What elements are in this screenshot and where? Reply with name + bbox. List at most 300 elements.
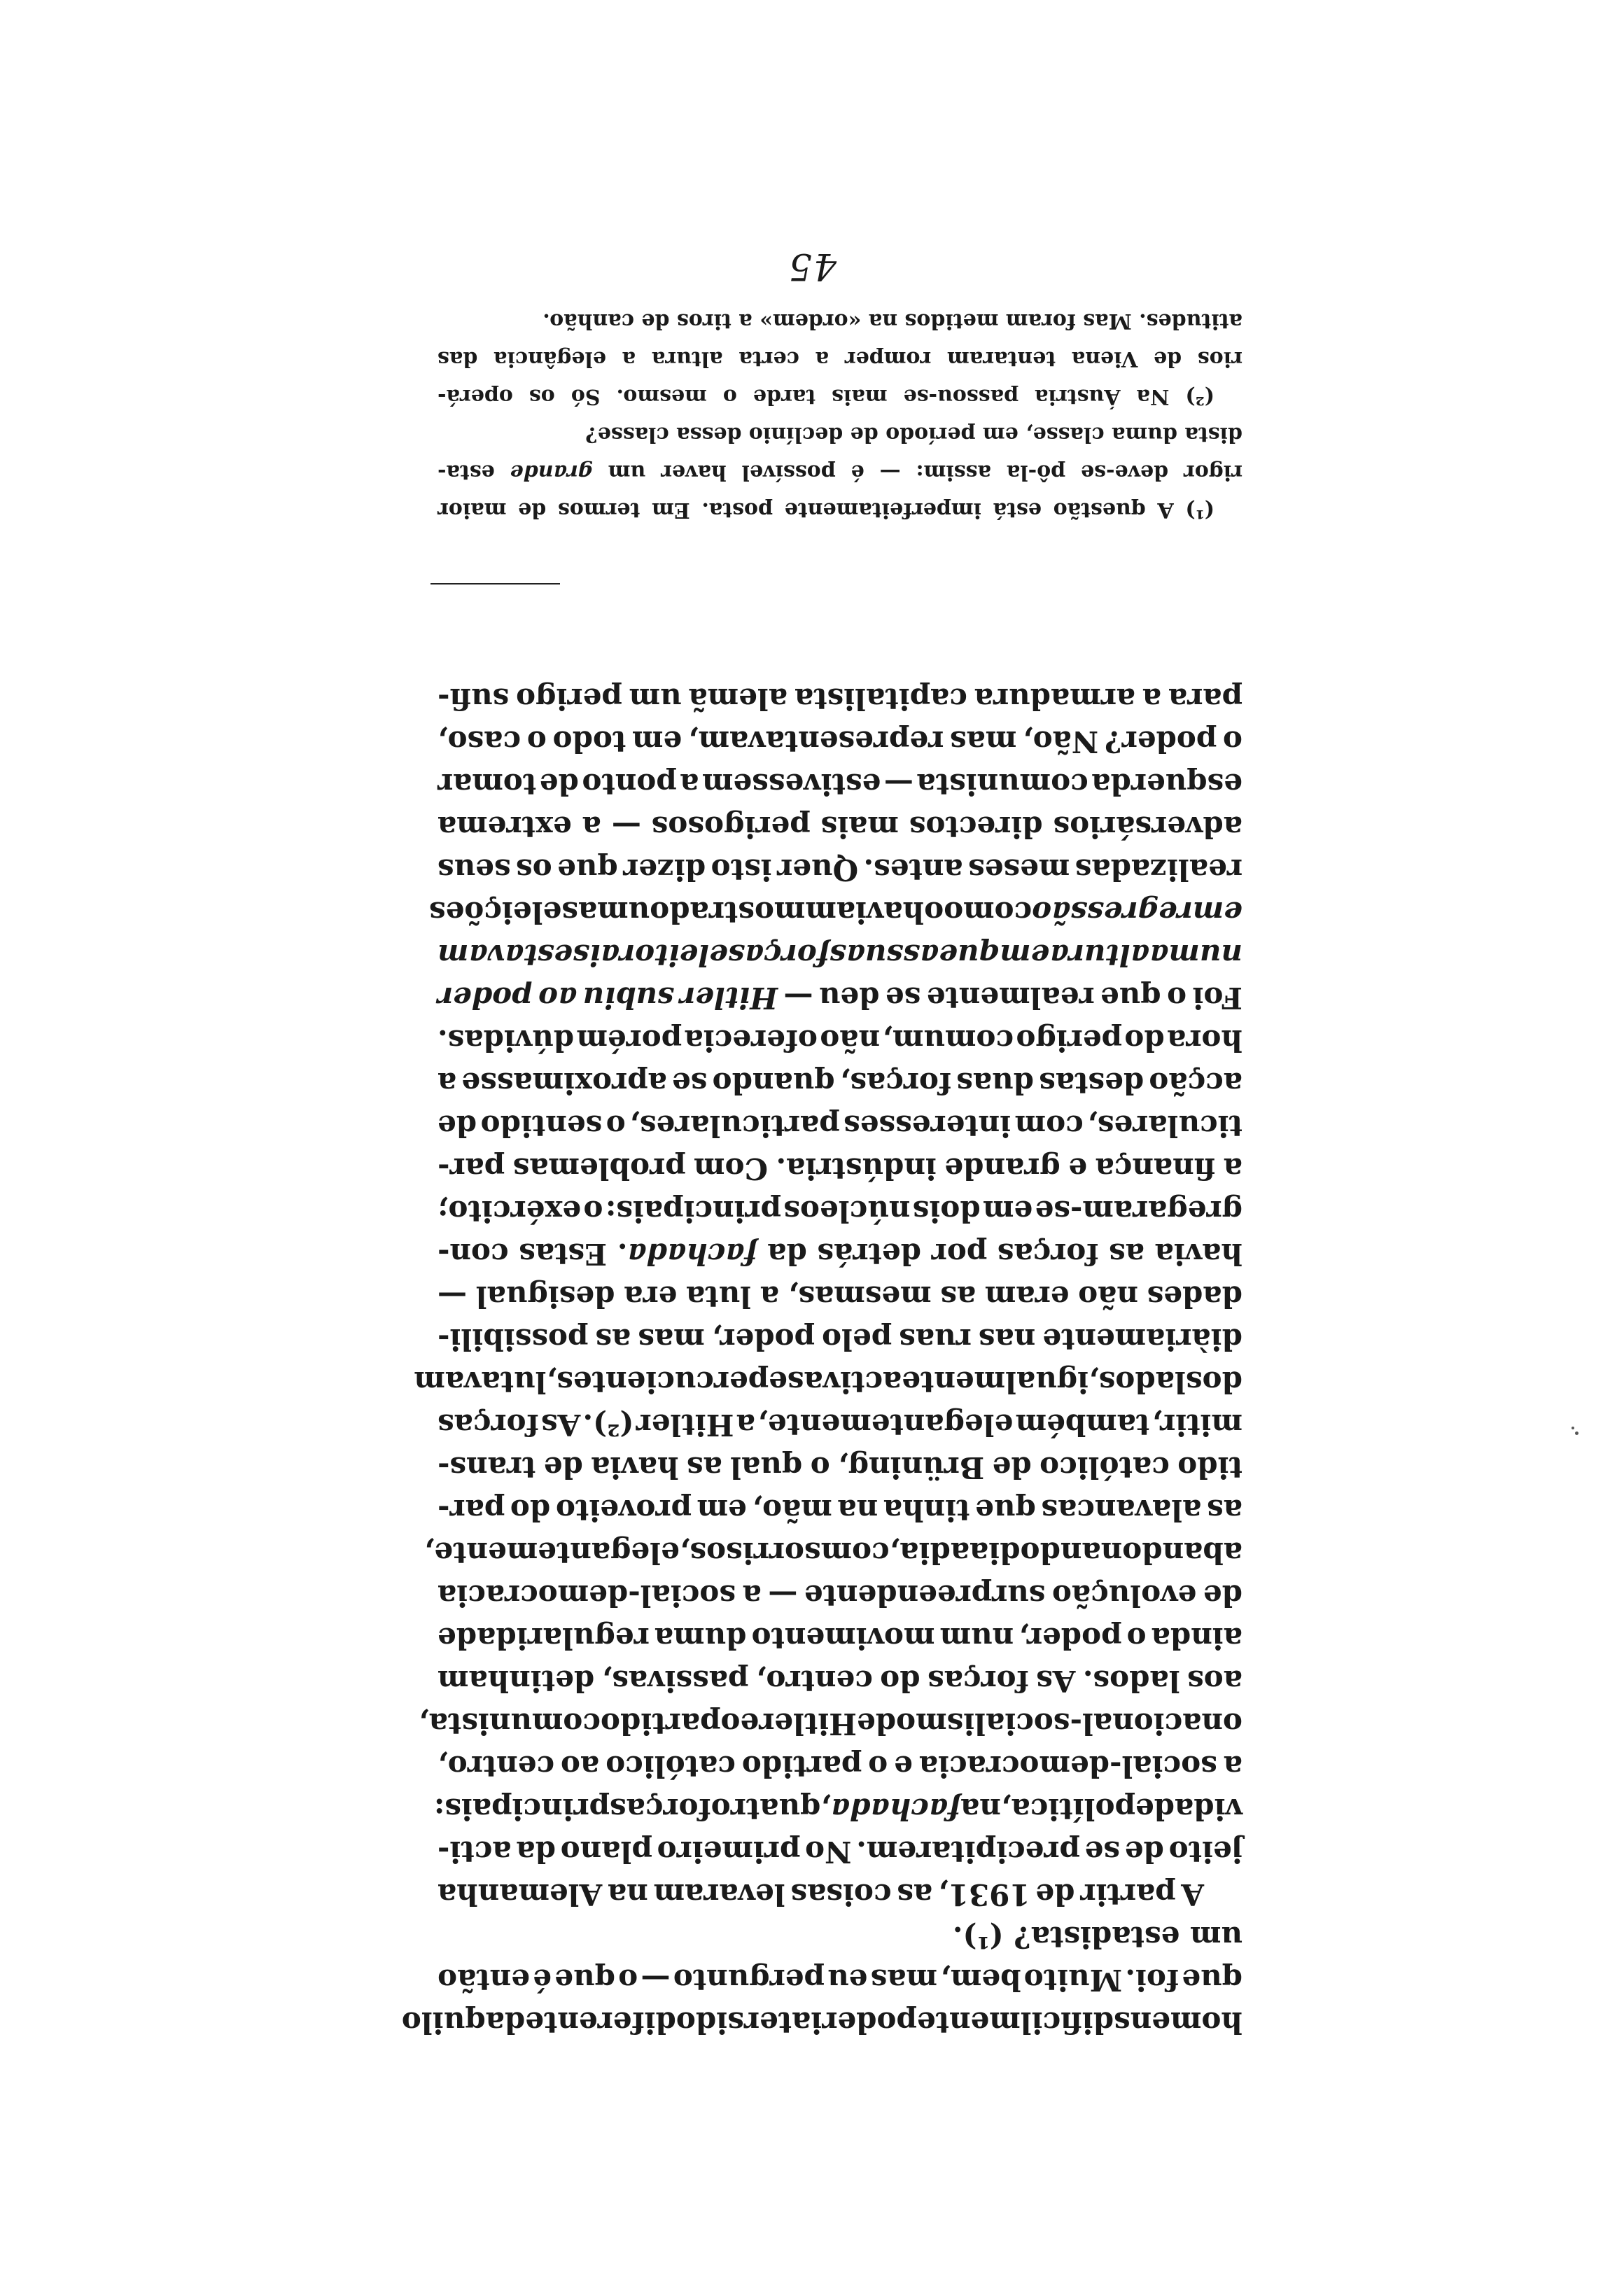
- word: [582, 806, 601, 848]
- word-part: de: [1203, 1578, 1242, 1613]
- word-part: abandonando: [1020, 1536, 1242, 1570]
- word-part: era: [624, 1280, 678, 1314]
- body-line: [438, 1404, 1242, 1446]
- word: [785, 491, 981, 528]
- word: [1168, 678, 1242, 720]
- word: [583, 976, 674, 1019]
- word-part: directos: [909, 810, 1043, 844]
- word: [608, 453, 646, 491]
- body-line: [438, 1233, 1242, 1275]
- word-part: mais: [832, 384, 888, 409]
- word-part: quando: [712, 1066, 835, 1100]
- word: [794, 678, 967, 720]
- word-part: mas: [950, 724, 1017, 759]
- word: [979, 1318, 1035, 1361]
- word: [1142, 678, 1161, 720]
- body-line: [438, 1147, 1242, 1190]
- word-part: particulares,: [629, 1109, 840, 1143]
- word-part: principais:: [605, 1194, 782, 1228]
- word: [752, 1489, 832, 1532]
- word-part: ticulares,: [1087, 1109, 1242, 1143]
- word-part: comunista,: [419, 1707, 601, 1741]
- word-part: sido: [676, 2005, 744, 2040]
- italic-word-part: estavam: [438, 938, 573, 972]
- word-part: passou-se: [903, 384, 1019, 409]
- word-part: sentido: [480, 1109, 603, 1143]
- word: [1149, 934, 1242, 976]
- italic-word-part: subiu: [582, 981, 674, 1015]
- word-part: Quer: [777, 853, 859, 887]
- word-part: duas: [956, 1066, 1035, 1100]
- word-part: dizer: [623, 853, 706, 887]
- word-part: dois: [912, 1194, 981, 1228]
- word-part: umas: [561, 895, 650, 930]
- word: [1224, 1147, 1242, 1190]
- word: [1035, 1190, 1242, 1233]
- word-part: perigo: [516, 682, 622, 716]
- word: [438, 340, 477, 377]
- word: [927, 1660, 1029, 1702]
- word-part: o: [1167, 981, 1187, 1015]
- word-part: o: [722, 384, 737, 409]
- word-part: plano: [560, 1835, 652, 1869]
- word: [1042, 1318, 1242, 1361]
- word: [927, 976, 1095, 1019]
- word: [561, 891, 650, 934]
- body-line: [438, 976, 1242, 1019]
- word-part: posta.: [701, 498, 774, 522]
- word: [783, 976, 813, 1019]
- word: [1024, 1959, 1122, 2001]
- word-part: a: [1223, 1749, 1242, 1784]
- word: [1137, 377, 1170, 415]
- word-part: problemas: [512, 1152, 686, 1186]
- word-part: rios: [1197, 346, 1242, 371]
- word: [438, 934, 573, 976]
- word-part: sufi-: [438, 682, 510, 716]
- word-part: con-: [438, 1237, 509, 1271]
- word: [730, 1446, 802, 1489]
- word-part: meses: [968, 853, 1070, 887]
- word: [1135, 1788, 1242, 1830]
- word-part: o: [1126, 1621, 1147, 1656]
- word: [1187, 1660, 1242, 1702]
- word-part: No: [805, 1835, 852, 1869]
- word-part: ter: [743, 2005, 792, 2040]
- word: [1035, 1873, 1074, 1916]
- word: [538, 976, 577, 1019]
- word-part: par-: [438, 1152, 505, 1186]
- word-part: (¹): [1185, 498, 1214, 522]
- body-line: [438, 1446, 1242, 1489]
- word-part: acti-: [438, 1835, 512, 1869]
- word-part: sorrisos,: [679, 1536, 821, 1570]
- word-part: com: [820, 1536, 890, 1570]
- word-part: de: [992, 1450, 1032, 1485]
- word-part: o: [720, 1707, 741, 1741]
- word-part: partir: [1080, 1877, 1176, 1912]
- word-part: dia: [969, 1536, 1021, 1570]
- word-part: partido: [601, 1707, 721, 1741]
- word: [571, 377, 601, 415]
- word: [601, 1702, 720, 1745]
- word-part: porém: [576, 1023, 682, 1058]
- word: [1105, 720, 1217, 763]
- word-part: Hitler: [759, 1707, 858, 1741]
- word-part: mas: [638, 1322, 705, 1357]
- italic-word-part: altura: [1049, 938, 1150, 972]
- word-part: antes.: [863, 853, 963, 887]
- word: [1001, 1788, 1135, 1830]
- word-part: de: [543, 1450, 583, 1485]
- word-part: de: [518, 498, 547, 522]
- word: [434, 1788, 610, 1830]
- word-part: As: [1036, 1664, 1076, 1698]
- word: [1040, 1446, 1170, 1489]
- word-part: duma: [654, 1621, 747, 1656]
- word: [510, 1489, 550, 1532]
- footnote-line: [438, 415, 1242, 453]
- body-line: [438, 848, 1242, 891]
- word-part: se: [1084, 1835, 1121, 1869]
- body-line: [433, 1788, 1242, 1830]
- word-part: na: [837, 1493, 878, 1527]
- word-part: as: [1207, 1493, 1242, 1527]
- word: [838, 1446, 984, 1489]
- word: [583, 1404, 634, 1446]
- word: [1207, 1489, 1242, 1532]
- body-line: [438, 1574, 1242, 1617]
- word-part: dos: [1185, 1365, 1242, 1399]
- body-line: [438, 1873, 1242, 1916]
- word-part: romper: [844, 346, 932, 371]
- word: [868, 1745, 888, 1788]
- word-part: o: [868, 1749, 888, 1784]
- word: [638, 1318, 704, 1361]
- word-part: que: [975, 1493, 1036, 1527]
- word: [894, 1745, 913, 1788]
- word: [476, 1275, 615, 1318]
- word: [1054, 491, 1146, 528]
- word-part: Com: [694, 1152, 768, 1186]
- word-part: da: [516, 1835, 556, 1869]
- word: [832, 377, 887, 415]
- word-part: Na: [1136, 384, 1170, 409]
- word: [1087, 1105, 1242, 1147]
- word: [940, 1617, 1014, 1660]
- word-part: dúvidas.: [438, 1023, 575, 1058]
- word: [438, 1105, 477, 1147]
- word: [1088, 1361, 1186, 1404]
- word: [1152, 1404, 1242, 1446]
- word: [527, 720, 547, 763]
- word-part: Alemanha: [438, 1877, 603, 1912]
- word: [558, 491, 640, 528]
- word: [438, 1019, 574, 1062]
- word: [944, 1147, 1060, 1190]
- word: [438, 1830, 512, 1873]
- word: [438, 1147, 505, 1190]
- word: [791, 1873, 892, 1916]
- word: [1167, 976, 1186, 1019]
- word: [595, 1318, 631, 1361]
- word: [689, 678, 788, 720]
- word: [1007, 453, 1065, 491]
- word: [1177, 1446, 1242, 1489]
- word-part: as: [1109, 1237, 1145, 1271]
- word-part: tido: [1177, 1450, 1242, 1485]
- word-part: —: [883, 767, 913, 802]
- body-line: [438, 806, 1242, 848]
- word-part: realizadas: [1074, 853, 1242, 887]
- word-part: o: [1222, 724, 1242, 759]
- word-part: detrás: [817, 1237, 922, 1271]
- word-part: coisas: [790, 1877, 892, 1912]
- italic-word-part: em: [1192, 895, 1242, 930]
- word: [438, 1873, 602, 1916]
- word: [1198, 340, 1242, 377]
- word: [554, 1959, 615, 2001]
- word-part: a: [582, 810, 601, 844]
- word: [752, 1617, 935, 1660]
- word-part: dades: [1147, 1280, 1242, 1314]
- word-part: tentaram: [947, 346, 1056, 371]
- word: [1127, 1617, 1147, 1660]
- word-part: isto: [710, 853, 772, 887]
- word-part: perigosos: [651, 810, 811, 844]
- word: [561, 1830, 652, 1873]
- word: [1147, 1275, 1242, 1318]
- word-part: altura: [651, 346, 723, 371]
- word-part: perigo: [1016, 1023, 1122, 1058]
- word-part: ,: [820, 1792, 831, 1826]
- word-part: Viena: [1071, 346, 1138, 371]
- word: [857, 1702, 896, 1745]
- word-part: na: [960, 1792, 1001, 1826]
- word-part: lutavam: [414, 1365, 547, 1399]
- word-part: regularidade: [438, 1621, 650, 1656]
- word: [777, 848, 858, 891]
- word-part: núcleos: [783, 1194, 911, 1228]
- word: [1035, 377, 1120, 415]
- word-part: primeiro: [657, 1835, 801, 1869]
- footnote-line: [438, 377, 1242, 415]
- word-part: mesmo.: [616, 384, 707, 409]
- word: [820, 1788, 960, 1830]
- word: [438, 1446, 536, 1489]
- word: [641, 1959, 671, 2001]
- word: [519, 1233, 607, 1275]
- word-part: elegantemente,: [757, 1408, 1014, 1442]
- word: [939, 934, 1000, 976]
- word: [917, 2001, 1114, 2044]
- italic-word-part: suas: [830, 938, 904, 972]
- word: [993, 491, 1042, 528]
- italic-word-part: em: [1000, 938, 1050, 972]
- body-line: [438, 1105, 1242, 1147]
- word-part: assim:: [916, 460, 991, 484]
- word-part: adversários: [1053, 810, 1242, 844]
- word: [1081, 453, 1168, 491]
- word-part: —: [611, 810, 641, 844]
- word-part: que: [1182, 1963, 1242, 1997]
- word: [516, 1830, 556, 1873]
- word: [997, 1233, 1099, 1275]
- word-part: as: [686, 1450, 722, 1485]
- word-part: homens: [1114, 2005, 1242, 2040]
- word: [1182, 1959, 1242, 2001]
- word: [617, 1233, 757, 1275]
- word-part: ainda: [1151, 1621, 1242, 1656]
- word: [767, 1233, 807, 1275]
- word: [769, 1361, 788, 1404]
- word: [822, 1318, 892, 1361]
- word-part: capitalista: [794, 682, 967, 716]
- word: [419, 1702, 601, 1745]
- word: [1052, 1574, 1196, 1617]
- word-part: par-: [438, 1493, 505, 1527]
- word-part: trans-: [438, 1450, 536, 1485]
- word: [871, 1959, 937, 2001]
- word: [759, 1702, 857, 1745]
- footnote-segment: atitudes. Mas foram metidos na «ordem» a tiros de canhão.: [542, 309, 1242, 333]
- word-part: pergunto: [673, 1963, 825, 1997]
- word: [1032, 891, 1193, 934]
- word: [1075, 848, 1242, 891]
- word: [573, 934, 728, 976]
- word: [753, 377, 816, 415]
- word-part: bem,: [940, 1963, 1021, 1997]
- word-part: em: [696, 1493, 747, 1527]
- word: [712, 1318, 815, 1361]
- word-part: detinham: [438, 1664, 595, 1698]
- word-part: mesmas,: [788, 1280, 932, 1314]
- word: [516, 678, 622, 720]
- word-part: esta-: [438, 460, 495, 484]
- word: [1157, 491, 1173, 528]
- word-part: todo: [552, 724, 626, 759]
- word-part: imperfeitamente: [784, 498, 982, 522]
- word-part: pelo: [822, 1322, 892, 1357]
- word-part: jeito: [1168, 1835, 1242, 1869]
- word-part: partido: [741, 1749, 862, 1784]
- word: [944, 891, 1032, 934]
- word: [529, 377, 555, 415]
- word-part: certa: [738, 346, 799, 371]
- word: [461, 1062, 666, 1105]
- word-part: armadura: [974, 682, 1136, 716]
- word-part: principais:: [433, 1792, 610, 1826]
- italic-word-part: as: [903, 938, 939, 972]
- word-part: que: [557, 853, 618, 887]
- word: [788, 1361, 902, 1404]
- word: [788, 1275, 932, 1318]
- word: [983, 1190, 1032, 1233]
- word: [757, 1404, 1013, 1446]
- word-part: em: [632, 724, 682, 759]
- scan-speck: [1572, 1428, 1578, 1435]
- body-line: [438, 1916, 1242, 1959]
- word: [687, 1446, 722, 1489]
- word-part: (²).: [582, 1408, 634, 1442]
- word-part: que: [1100, 981, 1161, 1015]
- word-part: da: [767, 1237, 807, 1271]
- word-part: tinha: [883, 1493, 970, 1527]
- word: [1072, 340, 1138, 377]
- word: [913, 1190, 981, 1233]
- body-line: [438, 678, 1242, 720]
- word-part: A: [1157, 498, 1174, 522]
- word-part: e: [1068, 1152, 1088, 1186]
- word: [1149, 1062, 1242, 1105]
- word: [1018, 1617, 1121, 1660]
- word-part: luta: [686, 1280, 752, 1314]
- word: [629, 678, 682, 720]
- word: [493, 340, 606, 377]
- word: [711, 848, 772, 891]
- word-part: exército;: [438, 1194, 582, 1228]
- word: [1100, 976, 1161, 1019]
- word-part: hora: [1167, 1023, 1242, 1058]
- word: [438, 1745, 554, 1788]
- word-part: então: [438, 1963, 531, 1997]
- word-part: comum,: [882, 1023, 1014, 1058]
- word: [969, 1532, 1021, 1574]
- word: [720, 1702, 740, 1745]
- word: [1023, 720, 1098, 763]
- word-part: levaram: [653, 1877, 785, 1912]
- word: [632, 720, 682, 763]
- word: [680, 976, 778, 1019]
- word: [510, 453, 593, 491]
- word-part: evolução: [1051, 1578, 1197, 1613]
- word: [882, 1019, 1014, 1062]
- word-part: indústria.: [776, 1152, 937, 1186]
- word-part: que: [554, 1963, 615, 1997]
- word: [827, 1959, 867, 2001]
- word-part: ruas: [899, 1322, 972, 1357]
- word-part: o: [583, 1194, 603, 1228]
- word: [886, 976, 920, 1019]
- word-part: os: [516, 853, 552, 887]
- word-part: e: [740, 1707, 760, 1741]
- word: [438, 1404, 539, 1446]
- word: [612, 806, 641, 848]
- body-line: [438, 1190, 1242, 1233]
- word: [816, 340, 829, 377]
- word-part: A: [1181, 1877, 1204, 1912]
- word: [438, 1489, 505, 1532]
- word-part: forças,: [839, 1066, 952, 1100]
- word: [518, 491, 546, 528]
- word: [805, 1830, 851, 1873]
- word: [438, 1190, 581, 1233]
- word-part: na: [608, 1877, 648, 1912]
- word: [1155, 1233, 1242, 1275]
- word-part: centro,: [438, 1749, 555, 1784]
- word: [1223, 720, 1242, 763]
- word: [904, 377, 1018, 415]
- word: [940, 1959, 1021, 2001]
- word: [602, 1660, 749, 1702]
- word: [676, 2001, 744, 2044]
- word-part: grande: [944, 1152, 1060, 1186]
- word: [652, 806, 811, 848]
- word-part: rigor: [1184, 460, 1242, 484]
- word-part: diferente: [525, 2005, 676, 2040]
- word: [811, 1446, 830, 1489]
- word: [1185, 491, 1214, 528]
